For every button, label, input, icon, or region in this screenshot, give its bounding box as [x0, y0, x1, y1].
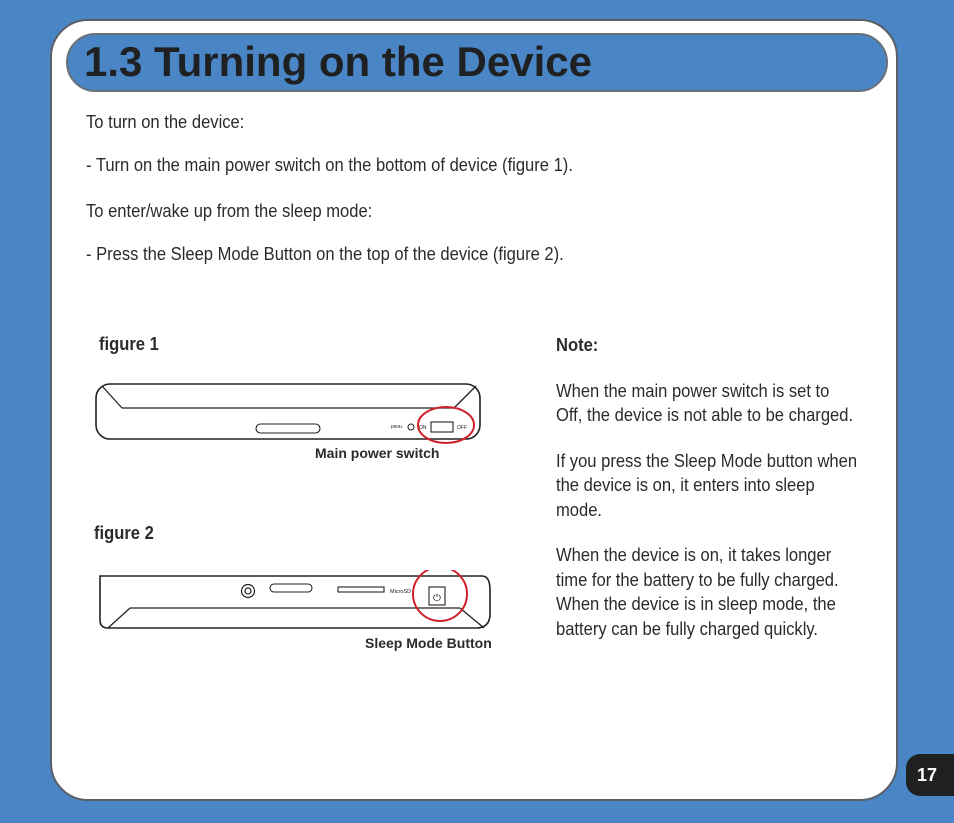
note-paragraph-1: When the main power switch is set to Off, the device is not able to be charged.: [556, 380, 854, 425]
device-bottom-illustration: [92, 380, 484, 446]
figure-2-label: figure 2: [94, 523, 154, 543]
switch-off-label: OFF: [457, 425, 467, 431]
intro-line-4: - Press the Sleep Mode Button on the top of the device (figure 2).: [86, 244, 564, 264]
microsd-label: MicroSD: [390, 589, 412, 595]
intro-line-1: To turn on the device:: [86, 112, 245, 132]
power-icon: ⏻: [433, 593, 441, 604]
page-title: 1.3 Turning on the Device: [84, 38, 592, 85]
figure-2-caption: Sleep Mode Button: [365, 635, 492, 651]
reset-label: reset: [390, 423, 402, 429]
switch-on-label: ON: [419, 425, 427, 431]
device-top-illustration: [94, 570, 494, 634]
note-block: [556, 333, 876, 662]
intro-line-2: - Turn on the main power switch on the bottom of device (figure 1).: [86, 155, 573, 175]
figure-1-label: figure 1: [99, 334, 159, 354]
page-number: 17: [916, 765, 938, 785]
intro-line-3: To enter/wake up from the sleep mode:: [86, 201, 373, 221]
figure-1-caption: Main power switch: [315, 445, 440, 461]
note-title: Note:: [556, 335, 599, 355]
note-paragraph-2: If you press the Sleep Mode button when the device is on, it enters into sleep mode.: [556, 450, 858, 520]
note-paragraph-3: When the device is on, it takes longer time for the battery to be fully charged. When the device is in sleep mode, the battery can be fully charged quickly.: [556, 545, 839, 639]
